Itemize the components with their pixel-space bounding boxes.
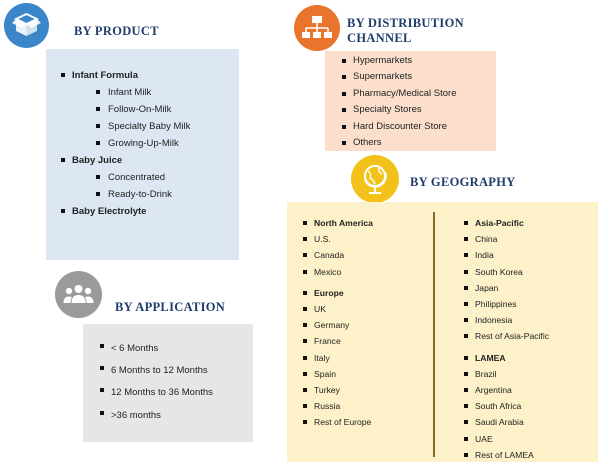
application-item: < 6 Months xyxy=(111,338,251,360)
distribution-item: Others xyxy=(353,135,493,151)
distribution-panel xyxy=(325,51,496,151)
distribution-heading-line2: CHANNEL xyxy=(347,31,412,45)
geography-country-item: South Africa xyxy=(475,398,595,414)
geography-country-item: China xyxy=(475,231,595,247)
product-group-label: Baby Juice xyxy=(72,152,237,169)
application-icon-circle xyxy=(55,271,102,318)
product-heading: BY PRODUCT xyxy=(74,24,159,38)
product-group-label: Infant Formula xyxy=(72,67,237,84)
distribution-heading-line1: BY DISTRIBUTION xyxy=(347,16,464,30)
geography-column-divider xyxy=(433,212,435,457)
distribution-list xyxy=(353,53,493,151)
geography-region-label: North America xyxy=(314,215,429,231)
geography-country-item: France xyxy=(314,333,429,349)
geography-region-label: Asia-Pacific xyxy=(475,215,595,231)
product-item: Follow-On-Milk xyxy=(108,101,237,118)
box-icon xyxy=(4,3,49,48)
geography-country-item: Argentina xyxy=(475,382,595,398)
geography-country-item: South Korea xyxy=(475,264,595,280)
geography-country-item: Philippines xyxy=(475,296,595,312)
product-icon-circle xyxy=(4,3,49,48)
product-item: Specialty Baby Milk xyxy=(108,118,237,135)
geography-country-item: UAE xyxy=(475,431,595,447)
distribution-icon-circle xyxy=(294,5,340,51)
geography-country-item: Turkey xyxy=(314,382,429,398)
geography-left-column xyxy=(314,215,429,431)
geography-panel xyxy=(287,202,598,462)
product-item: Concentrated xyxy=(108,169,237,186)
geography-country-item: Rest of Asia-Pacific xyxy=(475,328,595,344)
product-panel xyxy=(46,49,239,260)
globe-icon xyxy=(351,155,399,203)
geography-country-item: Russia xyxy=(314,398,429,414)
geography-country-item: Rest of Europe xyxy=(314,414,429,430)
application-heading: BY APPLICATION xyxy=(115,300,226,314)
geography-country-item: Spain xyxy=(314,366,429,382)
distribution-item: Hard Discounter Store xyxy=(353,119,493,135)
distribution-heading xyxy=(347,16,464,46)
geography-country-item: India xyxy=(475,247,595,263)
application-panel xyxy=(83,324,253,442)
geography-country-item: Germany xyxy=(314,317,429,333)
product-item: Infant Milk xyxy=(108,84,237,101)
network-icon xyxy=(294,5,340,51)
geography-icon-circle xyxy=(351,155,399,203)
geography-region-label: Europe xyxy=(314,285,429,301)
geography-country-item: UK xyxy=(314,301,429,317)
geography-region-label: LAMEA xyxy=(475,350,595,366)
geography-country-item: Rest of LAMEA xyxy=(475,447,595,463)
product-list xyxy=(72,67,237,220)
application-list xyxy=(111,338,251,427)
geography-heading: BY GEOGRAPHY xyxy=(410,175,516,189)
distribution-item: Pharmacy/Medical Store xyxy=(353,86,493,102)
application-item: 6 Months to 12 Months xyxy=(111,360,251,382)
geography-country-item: Canada xyxy=(314,247,429,263)
geography-country-item: Italy xyxy=(314,350,429,366)
product-item: Growing-Up-Milk xyxy=(108,135,237,152)
product-item: Ready-to-Drink xyxy=(108,186,237,203)
application-item: >36 months xyxy=(111,405,251,427)
distribution-item: Specialty Stores xyxy=(353,102,493,118)
product-group-label: Baby Electrolyte xyxy=(72,203,237,220)
geography-country-item: Saudi Arabia xyxy=(475,414,595,430)
distribution-item: Hypermarkets xyxy=(353,53,493,69)
application-item: 12 Months to 36 Months xyxy=(111,382,251,404)
geography-country-item: Mexico xyxy=(314,264,429,280)
geography-right-column xyxy=(475,215,595,463)
distribution-item: Supermarkets xyxy=(353,69,493,85)
geography-country-item: Japan xyxy=(475,280,595,296)
geography-country-item: Brazil xyxy=(475,366,595,382)
people-icon xyxy=(55,271,102,318)
geography-country-item: U.S. xyxy=(314,231,429,247)
geography-country-item: Indonesia xyxy=(475,312,595,328)
